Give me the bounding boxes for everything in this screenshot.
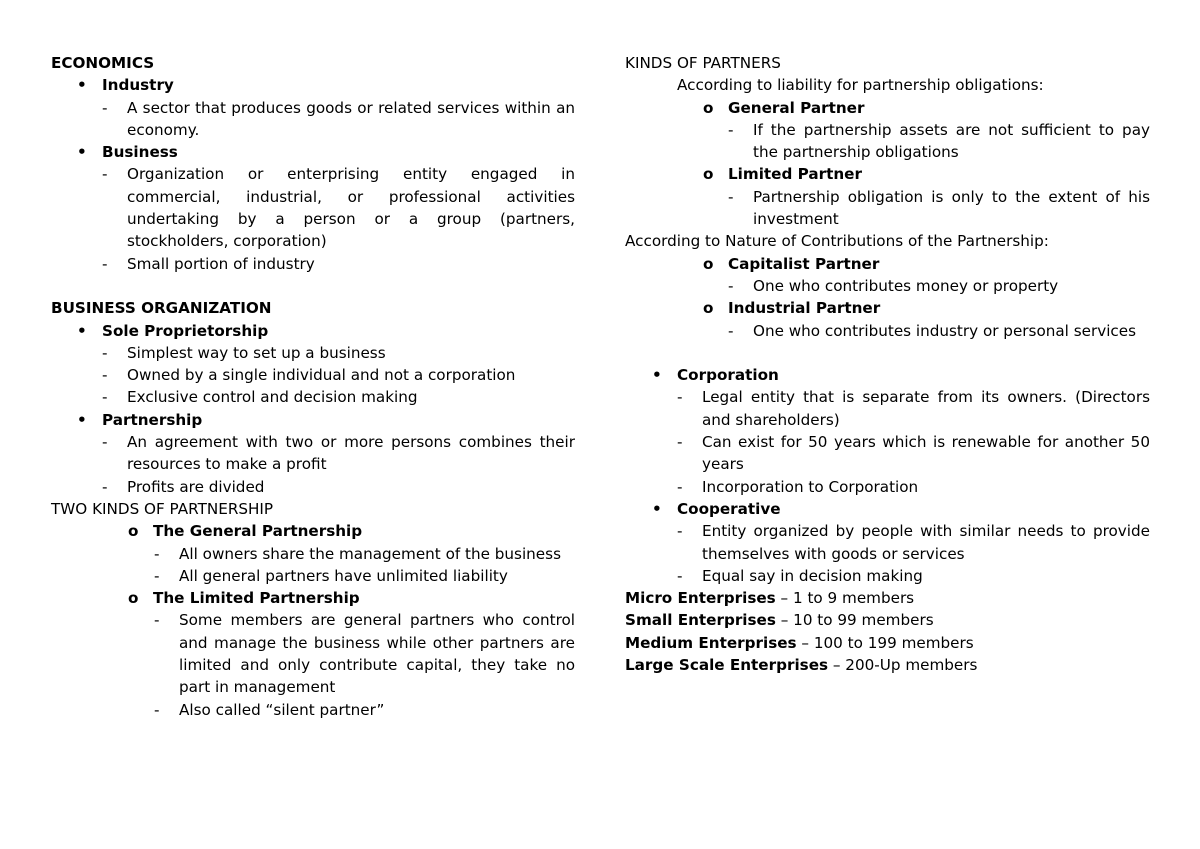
cooperative-title: Cooperative <box>677 499 781 518</box>
corporation-point: Legal entity that is separate from its owners. (Directors and shareholders) <box>702 388 1150 429</box>
sub-industrial-partner <box>625 297 1150 319</box>
general-partnership-title: The General Partnership <box>153 522 363 541</box>
capitalist-partner-title: Capitalist Partner <box>728 254 880 273</box>
dash-icon: - <box>102 366 108 385</box>
business-title: Business <box>102 143 178 162</box>
list-item <box>51 431 575 476</box>
dash-icon: - <box>728 120 734 139</box>
bullet-business <box>51 141 575 163</box>
dash-icon: - <box>102 98 108 117</box>
sub-general-partnership <box>51 520 575 542</box>
kinds-of-partners-heading: KINDS OF PARTNERS <box>625 54 781 72</box>
list-item <box>625 520 1150 565</box>
list-item <box>625 431 1150 476</box>
list-item <box>51 699 575 721</box>
list-item <box>51 364 575 386</box>
general-partner-title: General Partner <box>728 98 865 117</box>
dash-icon: - <box>728 321 734 340</box>
bullet-corporation <box>625 364 1150 386</box>
bullet-dot-icon: • <box>652 366 662 385</box>
bullet-cooperative <box>625 498 1150 520</box>
dash-icon: - <box>677 522 683 541</box>
enterprise-desc: – 200-Up members <box>828 656 978 675</box>
list-item <box>51 97 575 142</box>
nature-heading: According to Nature of Contributions of the Partnership: <box>625 232 1049 251</box>
general-partnership-point: All owners share the management of the business <box>179 544 561 563</box>
dash-icon: - <box>154 544 160 563</box>
sole-point: Simplest way to set up a business <box>127 343 386 362</box>
list-item <box>625 320 1150 342</box>
partnership-point: An agreement with two or more persons combines their resources to make a profit <box>127 433 575 474</box>
industry-title: Industry <box>102 76 174 95</box>
general-partnership-point: All general partners have unlimited liability <box>179 566 508 585</box>
capitalist-partner-point: One who contributes money or property <box>753 276 1059 295</box>
enterprise-name: Large Scale Enterprises <box>625 656 829 675</box>
enterprise-desc: – 100 to 199 members <box>796 633 974 652</box>
dash-icon: - <box>154 700 160 719</box>
enterprise-micro <box>625 587 1150 609</box>
dash-icon: - <box>677 566 683 585</box>
dash-icon: - <box>102 477 108 496</box>
list-item <box>51 342 575 364</box>
circle-bullet-icon: o <box>128 522 139 541</box>
dash-icon: - <box>102 165 108 184</box>
bullet-dot-icon: • <box>77 143 87 162</box>
list-item <box>51 565 575 587</box>
sole-point: Exclusive control and decision making <box>127 388 418 407</box>
corporation-title: Corporation <box>677 366 779 385</box>
cooperative-point: Equal say in decision making <box>702 566 923 585</box>
sub-general-partner <box>625 97 1150 119</box>
partnership-title: Partnership <box>102 410 203 429</box>
list-item <box>51 253 575 275</box>
circle-bullet-icon: o <box>703 165 714 184</box>
enterprise-name: Small Enterprises <box>625 611 776 630</box>
sub-limited-partnership <box>51 587 575 609</box>
bullet-dot-icon: • <box>77 76 87 95</box>
bullet-sole-proprietorship <box>51 320 575 342</box>
enterprise-desc: – 1 to 9 members <box>775 589 915 608</box>
enterprise-small <box>625 609 1150 631</box>
list-item <box>625 476 1150 498</box>
dash-icon: - <box>102 343 108 362</box>
business-point: Small portion of industry <box>127 254 315 273</box>
dash-icon: - <box>102 433 108 452</box>
list-item <box>625 275 1150 297</box>
dash-icon: - <box>102 388 108 407</box>
left-column <box>51 52 575 721</box>
list-item <box>51 543 575 565</box>
limited-partner-title: Limited Partner <box>728 165 862 184</box>
industrial-partner-title: Industrial Partner <box>728 299 881 318</box>
dash-icon: - <box>728 187 734 206</box>
sub-limited-partner <box>625 163 1150 185</box>
industry-point: A sector that produces goods or related services within an economy. <box>127 98 575 139</box>
enterprise-name: Micro Enterprises <box>625 589 776 608</box>
circle-bullet-icon: o <box>128 589 139 608</box>
enterprise-name: Medium Enterprises <box>625 633 797 652</box>
enterprise-medium <box>625 632 1150 654</box>
list-item <box>625 119 1150 164</box>
enterprise-large <box>625 654 1150 676</box>
business-organization-heading: BUSINESS ORGANIZATION <box>51 299 272 318</box>
right-column <box>625 52 1150 676</box>
partnership-point: Profits are divided <box>127 477 265 496</box>
dash-icon: - <box>677 477 683 496</box>
circle-bullet-icon: o <box>703 254 714 273</box>
liability-heading: According to liability for partnership obligations: <box>677 76 1044 95</box>
economics-heading: ECONOMICS <box>51 54 155 72</box>
list-item <box>625 386 1150 431</box>
limited-partner-point: Partnership obligation is only to the extent of his investment <box>753 187 1150 229</box>
list-item <box>51 386 575 408</box>
bullet-dot-icon: • <box>77 321 87 340</box>
sub-capitalist-partner <box>625 253 1150 275</box>
bullet-industry <box>51 74 575 96</box>
list-item <box>51 476 575 498</box>
list-item <box>625 565 1150 587</box>
list-item <box>51 609 575 698</box>
dash-icon: - <box>154 566 160 585</box>
circle-bullet-icon: o <box>703 98 714 117</box>
list-item <box>625 186 1150 231</box>
dash-icon: - <box>102 254 108 273</box>
sole-title: Sole Proprietorship <box>102 321 269 340</box>
limited-partnership-title: The Limited Partnership <box>153 589 360 608</box>
cooperative-point: Entity organized by people with similar needs to provide themselves with goods or services <box>702 522 1150 563</box>
enterprise-desc: – 10 to 99 members <box>775 611 934 630</box>
corporation-point: Incorporation to Corporation <box>702 477 919 496</box>
circle-bullet-icon: o <box>703 299 714 318</box>
limited-partnership-point: Also called “silent partner” <box>179 700 385 719</box>
list-item <box>51 163 575 252</box>
sole-point: Owned by a single individual and not a corporation <box>127 366 516 385</box>
two-kinds-heading: TWO KINDS OF PARTNERSHIP <box>51 499 274 518</box>
dash-icon: - <box>677 433 683 452</box>
bullet-partnership <box>51 409 575 431</box>
dash-icon: - <box>677 388 683 407</box>
corporation-point: Can exist for 50 years which is renewable for another 50 years <box>702 433 1150 474</box>
business-point: Organization or enterprising entity engaged in commercial, industrial, or professional activities undertaking by a person or a group (partners, stockholders, corporation) <box>127 165 575 251</box>
bullet-dot-icon: • <box>77 410 87 429</box>
bullet-dot-icon: • <box>652 499 662 518</box>
industrial-partner-point: One who contributes industry or personal services <box>753 321 1137 340</box>
dash-icon: - <box>154 611 160 630</box>
spacer <box>625 342 1150 364</box>
dash-icon: - <box>728 276 734 295</box>
general-partner-point: If the partnership assets are not sufficient to pay the partnership obligations <box>753 120 1150 162</box>
limited-partnership-point: Some members are general partners who control and manage the business while other partners are limited and only contribute capital, they take no part in management <box>179 611 575 697</box>
